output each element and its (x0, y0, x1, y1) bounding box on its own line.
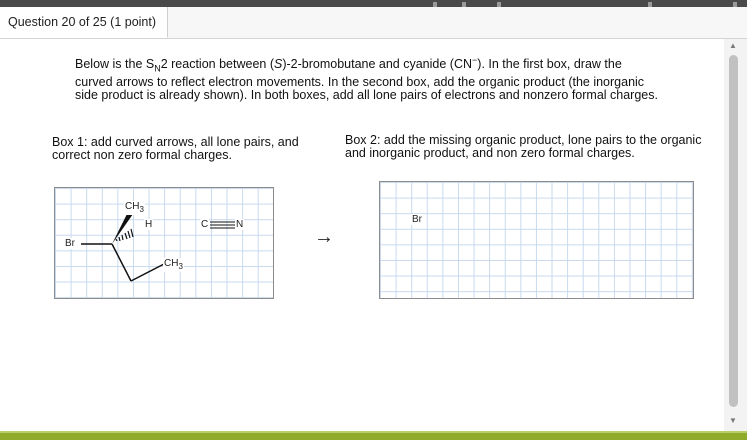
top-strip (0, 0, 747, 7)
box2-drawing-canvas[interactable] (379, 181, 694, 299)
vertical-scrollbar[interactable] (724, 39, 747, 431)
reaction-arrow: → (314, 226, 334, 248)
scroll-up-icon[interactable]: ▲ (729, 41, 737, 50)
instruction-italic: S (273, 57, 283, 72)
methyl-top-label[interactable]: $CH_3$ (125, 201, 144, 214)
scroll-down-icon[interactable]: ▼ (729, 416, 737, 425)
box2-label: Box 2: add the missing organic product, lone pairs to the organic and inorganic product, and non zero formal charges. (345, 133, 702, 160)
cyanide-nitrogen-label[interactable]: N (236, 219, 244, 230)
box1-label: Box 1: add curved arrows, all lone pairs, and correct non zero formal charges. (52, 135, 299, 162)
c-ch3-bond (131, 264, 164, 281)
methyl-bottom-label[interactable]: $CH_3$ (164, 258, 183, 271)
scrollbar-thumb[interactable] (729, 55, 738, 407)
box1-drawing-canvas[interactable] (54, 187, 274, 299)
hashed-bond (116, 229, 133, 241)
cyanide-carbon-label[interactable]: C (201, 219, 209, 230)
bottom-bar (0, 431, 747, 440)
bromine-atom-label[interactable]: Br (65, 238, 75, 249)
box1-molecule-bonds (55, 188, 275, 300)
bromide-atom-label[interactable]: Br (412, 214, 422, 225)
instruction-text: ). In the first box, draw the curved arrows to reflect electron movements. In the second box, add the organic product (the inorganic side product is already shown). In both boxes, add all lone pairs of electrons and nonzero formal charges. (75, 57, 658, 102)
instruction-text: Below is the S (75, 57, 155, 72)
instruction-superscript: − (472, 55, 478, 65)
instruction-text: 2 reaction between ( (160, 57, 274, 72)
instruction-text: )-2-bromobutane and cyanide (CN (282, 57, 473, 72)
instruction-subscript: N (154, 63, 161, 74)
question-tab[interactable]: Question 20 of 25 (1 point) (0, 7, 168, 38)
triple-bond (210, 222, 236, 228)
question-instruction (75, 54, 660, 102)
c-c-bond (112, 244, 131, 281)
hydrogen-atom-label[interactable]: H (145, 219, 153, 230)
